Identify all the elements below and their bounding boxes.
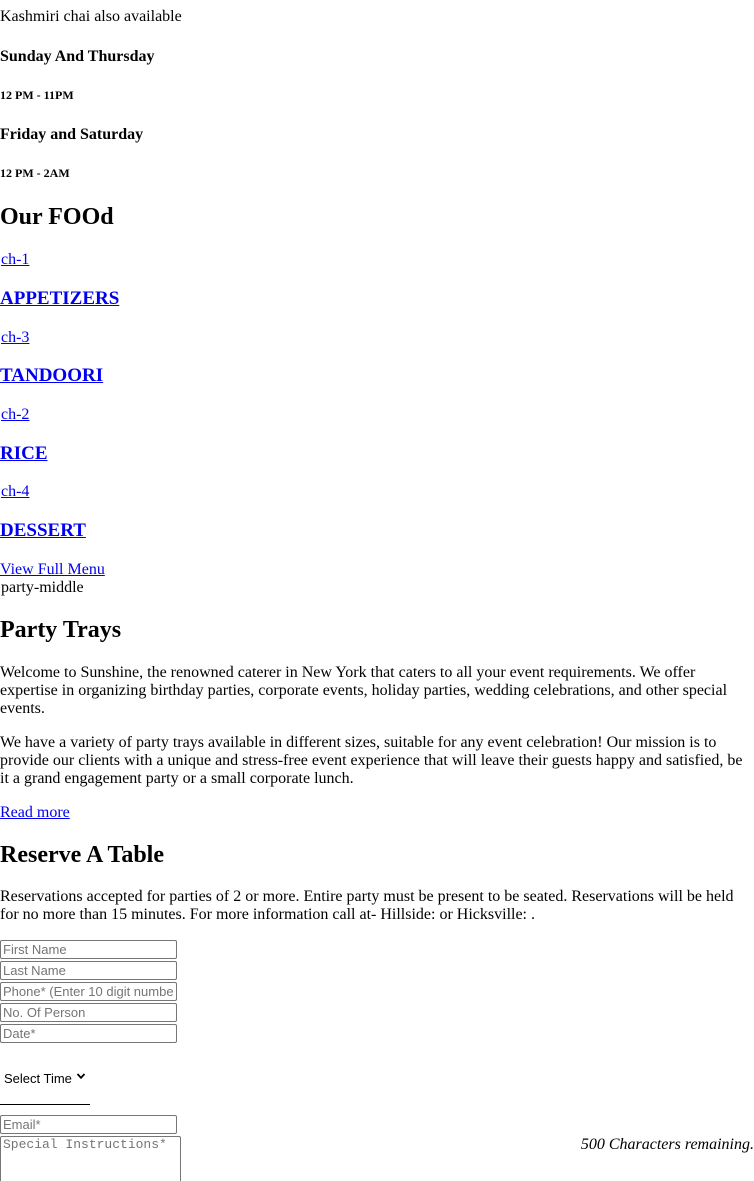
food-link-rice[interactable]: RICE [0, 443, 48, 464]
first-name-field[interactable] [0, 940, 177, 959]
last-name-field[interactable] [0, 961, 177, 980]
time-select[interactable] [0, 1066, 90, 1105]
time-select-label: Select Time [4, 1071, 72, 1086]
food-image-alt: ch-3 [1, 329, 30, 346]
email-field[interactable] [0, 1115, 177, 1134]
hours-days-1: Sunday And Thursday [0, 48, 155, 65]
food-image-tandoori[interactable] [0, 329, 29, 347]
food-image-alt: ch-4 [1, 483, 30, 500]
food-link-appetizers[interactable]: APPETIZERS [0, 288, 120, 309]
food-image-alt: ch-1 [1, 251, 30, 268]
party-image-alt: party-middle [1, 579, 84, 596]
food-image-dessert[interactable] [0, 483, 29, 501]
chars-remaining: 500 Characters remaining. [580, 1136, 754, 1153]
party-paragraph-1: Welcome to Sunshine, the renowned caterer in New York that caters to all your event requirements. We offer expertise in organizing birthday parties, corporate events, holiday parties, wedding celebrations, and other special events. [0, 664, 728, 717]
food-heading: Our FOOd [0, 204, 114, 230]
food-image-rice[interactable] [0, 406, 29, 424]
party-paragraph-2: We have a variety of party trays available in different sizes, suitable for any event celebration! Our mission is to provide our clients with a unique and stress-free event experience that will leave their guests happy and satisfied, be it a grand engagement party or a small corporate lunch. [0, 734, 743, 787]
hours-days-2: Friday and Saturday [0, 126, 144, 143]
chai-note: Kashmiri chai also available [0, 8, 182, 25]
food-link-dessert[interactable]: DESSERT [0, 520, 86, 541]
special-instructions-field[interactable] [0, 1136, 181, 1181]
party-image [0, 579, 84, 597]
party-heading: Party Trays [0, 617, 122, 643]
phone-field[interactable] [0, 982, 177, 1001]
reserve-description: Reservations accepted for parties of 2 or more. Entire party must be present to be seated. Reservations will be held for no more than 15 minutes. For more information call at- Hillside: or Hicksville: . [0, 888, 734, 923]
food-image-appetizers[interactable] [0, 251, 29, 269]
chevron-down-icon [76, 1071, 86, 1081]
persons-field[interactable] [0, 1003, 177, 1022]
view-full-menu-link[interactable]: View Full Menu [0, 561, 105, 578]
date-field[interactable] [0, 1024, 177, 1043]
hours-time-1: 12 PM - 11PM [0, 88, 74, 102]
reserve-heading: Reserve A Table [0, 842, 165, 868]
food-image-alt: ch-2 [1, 406, 30, 423]
food-link-tandoori[interactable]: TANDOORI [0, 365, 104, 386]
read-more-link[interactable]: Read more [0, 804, 70, 821]
hours-time-2: 12 PM - 2AM [0, 166, 70, 180]
